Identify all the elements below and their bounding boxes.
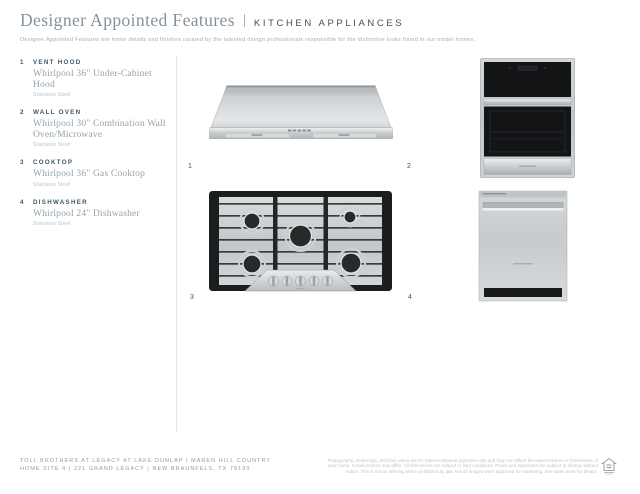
feature-item-wall-oven [20, 109, 170, 148]
footer-line-1: TOLL BROTHERS AT LEGACY AT LAKE DUNLAP | MAREN HILL COUNTRY [20, 458, 272, 464]
footer-community-info [20, 457, 320, 473]
page-title-category: KITCHEN APPLIANCES [253, 18, 405, 29]
feature-category: DISHWASHER [33, 198, 88, 206]
feature-product-name: Whirlpool 30" Combination Wall Oven/Microwave [33, 119, 166, 140]
feature-product-name: Whirlpool 24" Dishwasher [33, 208, 140, 219]
cooktop-image [208, 190, 393, 296]
page-subtitle: Designer Appointed Features are home details and finishes curated by the talented design professionals responsible for the distinctive looks found in our model homes. [20, 37, 476, 43]
feature-category: WALL OVEN [33, 109, 82, 116]
feature-item-vent-hood [20, 59, 170, 98]
callout-2: 2 [407, 163, 411, 170]
callout-3: 3 [190, 294, 194, 301]
header [20, 10, 620, 43]
feature-number: 2 [20, 109, 24, 116]
feature-list [20, 59, 170, 238]
feature-product-name: Whirlpool 36" Gas Cooktop [33, 169, 146, 179]
page-title [20, 10, 620, 31]
feature-product-name: Whirlpool 36" Under-Cabinet Hood [33, 69, 152, 90]
feature-category: COOKTOP [33, 159, 74, 166]
feature-category: VENT HOOD [33, 59, 82, 66]
feature-number: 4 [20, 198, 24, 206]
feature-item-dishwasher [20, 199, 170, 228]
equal-housing-icon [601, 457, 617, 475]
column-divider [176, 57, 177, 433]
footer-line-2: HOME SITE 4 | 221 GRAND LEGACY | NEW BRAUNFELS, TX 78130 [20, 466, 251, 472]
callout-1: 1 [188, 163, 192, 170]
feature-finish: Stainless Steel [33, 181, 71, 188]
wall-oven-image [480, 58, 575, 178]
page-title-main: Designer Appointed Features [20, 10, 235, 30]
feature-finish: Stainless Steel [33, 92, 71, 98]
footer-disclaimer: Photographs, renderings, and floor plans are for representational purposes only and may not reflect the exact features or dimensions of your home. Actual product may differ. All dimensions are subject to field conditions. Prices and selections are subject to change without notice. This is not an offering where prohibited by law. Not all images were approved for marketing. See sales team for details. [327, 458, 598, 474]
feature-number: 3 [20, 159, 24, 166]
feature-finish: Stainless Steel [33, 142, 71, 148]
title-divider [244, 14, 245, 27]
feature-item-cooktop [20, 159, 170, 188]
feature-finish: Stainless Steel [33, 221, 71, 227]
callout-4: 4 [408, 294, 412, 301]
vent-hood-image [209, 84, 393, 146]
dishwasher-image [478, 190, 568, 302]
feature-number: 1 [20, 59, 24, 66]
